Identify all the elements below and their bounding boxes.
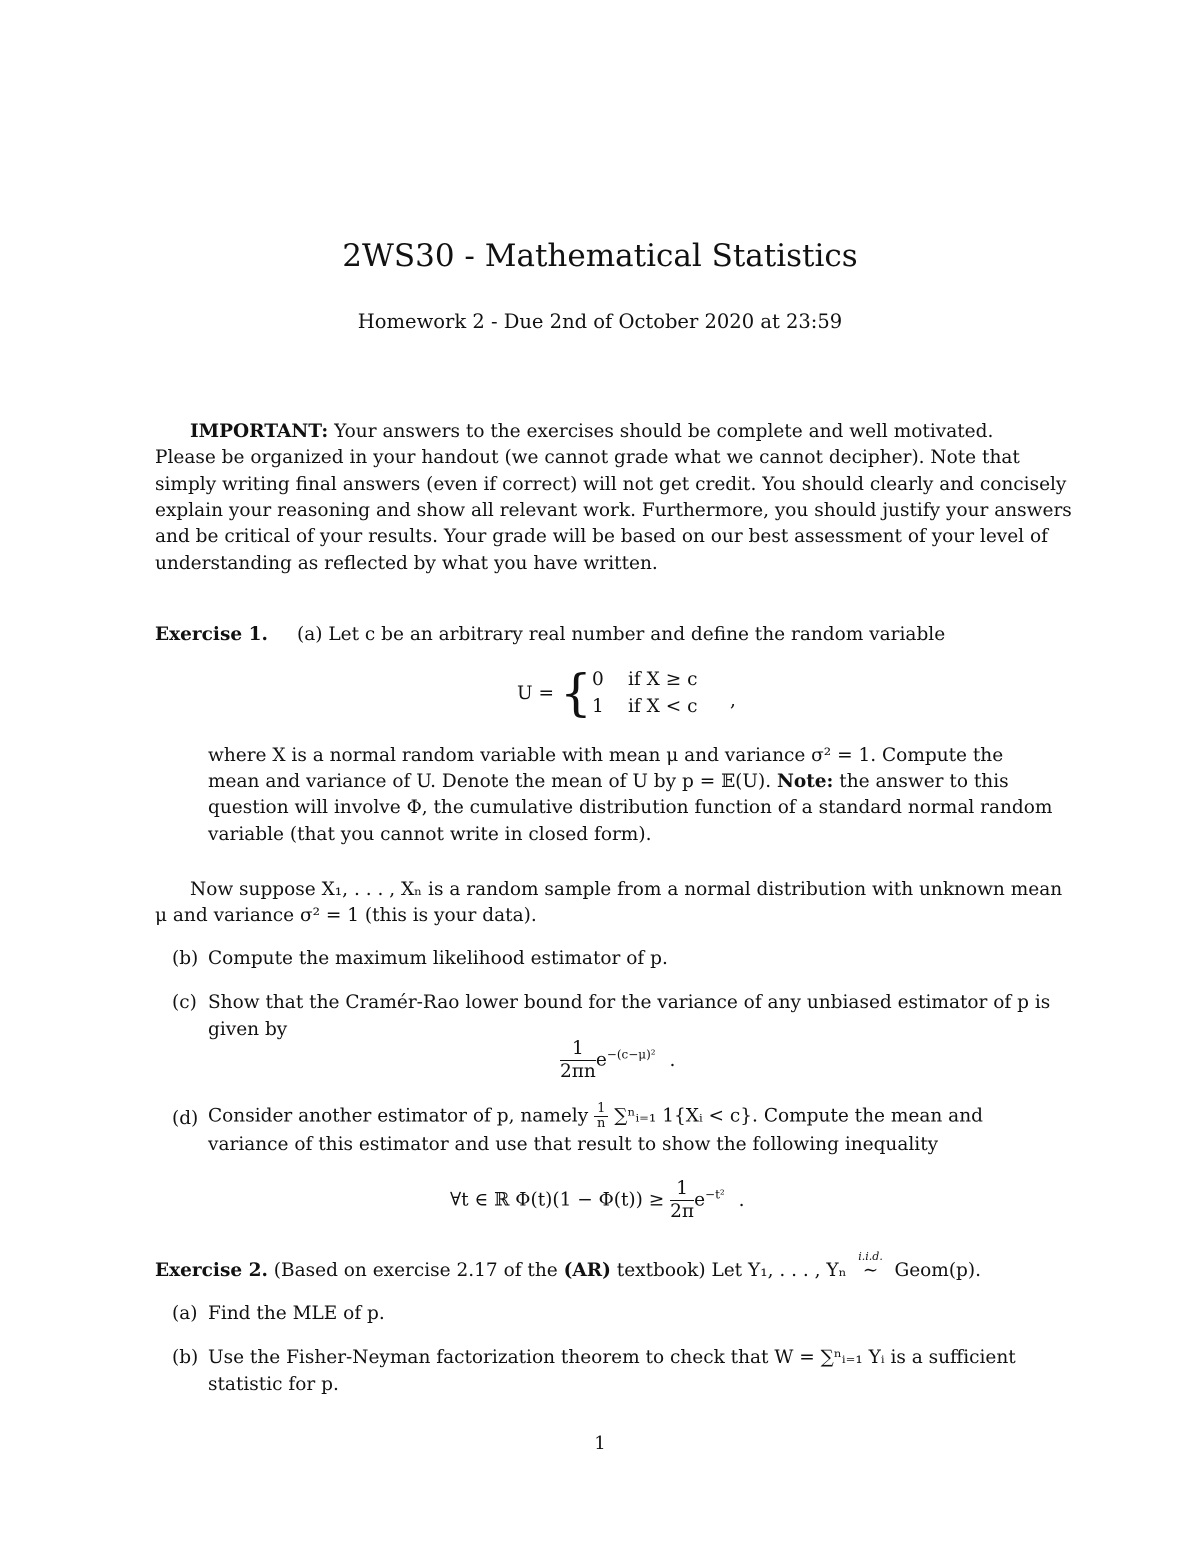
tilde: ∼	[862, 1260, 879, 1281]
part-c-text-1: Show that the Cramér-Rao lower bound for the variance of any unbiased estimator of p is	[208, 992, 1051, 1013]
crlb-period: .	[669, 1049, 676, 1071]
sample-text-2: μ and variance σ² = 1 (this is your data).	[155, 905, 537, 926]
part-b-text: Compute the maximum likelihood estimator of p.	[208, 948, 668, 969]
case1-condition: if X ≥ c	[628, 669, 698, 690]
note-tail: the answer to this	[839, 771, 1009, 792]
ex2-part-b-label: (b)	[172, 1347, 199, 1368]
crlb-denominator: 2πn	[560, 1061, 596, 1082]
crlb-formula	[560, 1038, 675, 1083]
ex2-part-a-label: (a)	[172, 1303, 198, 1324]
inequality-exponent: −t²	[705, 1187, 725, 1202]
exercise1-heading	[155, 622, 268, 648]
part-a-intro-text: Let c be an arbitrary real number and define the random variable	[328, 624, 946, 645]
inequality-fraction	[670, 1178, 694, 1223]
part-d-line-2: variance of this estimator and use that result to show the following inequality	[208, 1134, 939, 1155]
case2-condition: if X < c	[628, 696, 698, 717]
definition-comma: ,	[730, 690, 736, 711]
important-label: IMPORTANT:	[190, 421, 329, 442]
exercise2-label: Exercise 2.	[155, 1260, 268, 1281]
part-d-line-1	[208, 1102, 983, 1131]
exercise1-label: Exercise 1.	[155, 624, 268, 645]
important-line-1	[190, 419, 993, 445]
part-a-text-3: question will involve Φ, the cumulative distribution function of a standard normal random	[208, 797, 1053, 818]
part-a-text-2a: mean and variance of U. Denote the mean of U by p = 𝔼(U).	[208, 771, 772, 792]
case2-value: 1	[592, 696, 604, 717]
part-b-label: (b)	[172, 948, 199, 969]
iid-symbol	[853, 1250, 889, 1284]
part-c-label: (c)	[172, 992, 197, 1013]
part-d-text-1a: Consider another estimator of p, namely	[208, 1105, 589, 1127]
part-d-text-1b: Compute the mean and	[763, 1105, 983, 1127]
inequality-lhs: ∀t ∈ ℝ Φ(t)(1 − Φ(t)) ≥	[450, 1189, 665, 1211]
part-a-label: (a)	[297, 624, 323, 645]
inequality-numerator: 1	[670, 1178, 694, 1201]
part-a-text-4: variable (that you cannot write in closed form).	[208, 824, 652, 845]
important-line-2: Please be organized in your handout (we cannot grade what we cannot decipher). Note that	[155, 447, 1020, 468]
case1-value: 0	[592, 669, 604, 690]
crlb-numerator: 1	[560, 1038, 596, 1061]
document-title: 2WS30 - Mathematical Statistics	[342, 238, 858, 274]
part-a-text-2	[208, 769, 1009, 795]
exercise2-ar: (AR)	[563, 1260, 611, 1281]
exercise2-intro-a: (Based on exercise 2.17 of the	[273, 1260, 558, 1281]
ex2-part-b-text-2: statistic for p.	[208, 1374, 339, 1395]
ex2-part-b-text-1: Use the Fisher-Neyman factorization theorem to check that W = ∑ⁿᵢ₌₁ Yᵢ is a sufficient	[208, 1347, 1016, 1368]
exercise2-heading	[155, 1250, 982, 1284]
important-line-6: understanding as reflected by what you have written.	[155, 553, 658, 574]
part-c-text-2: given by	[208, 1019, 288, 1040]
inequality-denominator: 2π	[670, 1201, 695, 1222]
sample-text-1: Now suppose X₁, . . . , Xₙ is a random sample from a normal distribution with unknown mean	[190, 879, 1063, 900]
inequality-exp-base: e	[694, 1189, 706, 1211]
crlb-exponent: −(c−μ)²	[606, 1047, 656, 1062]
definition-lhs: U =	[517, 683, 554, 704]
exercise2-intro-c: Geom(p).	[894, 1260, 982, 1281]
iid-label: i.i.d.	[858, 1250, 883, 1263]
part-d-frac-den: n	[597, 1116, 606, 1131]
note-label: Note:	[776, 771, 834, 792]
crlb-exp-base: e	[595, 1049, 607, 1071]
inequality-period: .	[738, 1189, 745, 1211]
important-text-1: Your answers to the exercises should be complete and well motivated.	[334, 421, 994, 442]
ex2-part-a-text: Find the MLE of p.	[208, 1303, 385, 1324]
document-subtitle: Homework 2 - Due 2nd of October 2020 at 23:59	[357, 310, 843, 333]
page-number: 1	[594, 1433, 606, 1454]
important-line-5: and be critical of your results. Your grade will be based on our best assessment of your level of	[155, 526, 1048, 547]
important-line-4: explain your reasoning and show all relevant work. Furthermore, you should justify your answers	[155, 500, 1072, 521]
exercise2-intro-b: textbook) Let Y₁, . . . , Yₙ	[616, 1260, 847, 1281]
important-line-3: simply writing final answers (even if correct) will not get credit. You should clearly and concisely	[155, 474, 1067, 495]
part-d-label: (d)	[172, 1108, 199, 1129]
crlb-fraction	[560, 1038, 596, 1083]
part-d-sum: ∑ⁿᵢ₌₁ 1{Xᵢ < c}.	[614, 1105, 758, 1127]
left-brace: {	[560, 664, 592, 722]
inequality-formula	[450, 1178, 744, 1223]
part-d-frac-num: 1	[594, 1102, 608, 1117]
exercise1-part-a-intro	[297, 622, 945, 648]
part-d-fraction	[594, 1102, 608, 1131]
part-a-text-1: where X is a normal random variable with mean μ and variance σ² = 1. Compute the	[208, 745, 1004, 766]
